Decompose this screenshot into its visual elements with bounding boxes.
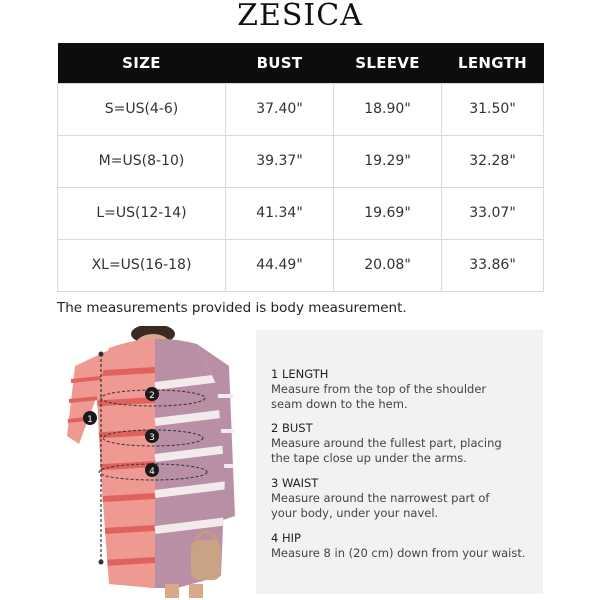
measurement-note: The measurements provided is body measurement.	[57, 300, 407, 316]
cell-sleeve: 19.29"	[334, 135, 442, 187]
header-sleeve: SLEEVE	[334, 43, 442, 83]
header-size: SIZE	[58, 43, 226, 83]
cell-length: 33.86"	[442, 239, 544, 291]
instruction-title: 3 WAIST	[271, 476, 319, 490]
instruction-bust	[271, 421, 536, 466]
size-chart-table	[57, 43, 544, 292]
header-bust: BUST	[226, 43, 334, 83]
instruction-title: 1 LENGTH	[271, 367, 329, 381]
cell-length: 33.07"	[442, 187, 544, 239]
cell-bust: 39.37"	[226, 135, 334, 187]
instruction-desc-line: the tape close up under the arms.	[271, 451, 467, 465]
cell-length: 32.28"	[442, 135, 544, 187]
model-figure-illustration	[57, 326, 247, 598]
instruction-waist	[271, 476, 536, 521]
instruction-title: 4 HIP	[271, 531, 301, 545]
marker-bust	[145, 387, 159, 401]
cell-size: L=US(12-14)	[58, 187, 226, 239]
instruction-desc-line: your body, under your navel.	[271, 506, 439, 520]
cell-length: 31.50"	[442, 83, 544, 135]
cell-bust: 41.34"	[226, 187, 334, 239]
instruction-desc-line: Measure from the top of the shoulder	[271, 382, 487, 396]
measurement-instructions-panel	[256, 330, 543, 594]
instruction-desc-line: seam down to the hem.	[271, 397, 408, 411]
marker-hip-label: 4	[149, 467, 155, 477]
marker-length	[83, 411, 97, 425]
marker-waist	[145, 429, 159, 443]
cell-size: S=US(4-6)	[58, 83, 226, 135]
instruction-hip	[271, 531, 536, 561]
cell-bust: 37.40"	[226, 83, 334, 135]
table-header-row	[58, 43, 544, 83]
table-row	[58, 239, 544, 291]
marker-waist-label: 3	[149, 433, 155, 443]
table-row	[58, 187, 544, 239]
cell-sleeve: 18.90"	[334, 83, 442, 135]
cell-sleeve: 20.08"	[334, 239, 442, 291]
instruction-desc-line: Measure around the narrowest part of	[271, 491, 490, 505]
header-length: LENGTH	[442, 43, 544, 83]
instruction-length	[271, 367, 536, 412]
cell-sleeve: 19.69"	[334, 187, 442, 239]
table-row	[58, 83, 544, 135]
marker-hip	[145, 463, 159, 477]
brand-logo: ZESICA	[237, 0, 363, 33]
instruction-desc-line: Measure 8 in (20 cm) down from your waist.	[271, 546, 526, 560]
marker-bust-label: 2	[149, 391, 155, 401]
instruction-desc-line: Measure around the fullest part, placing	[271, 436, 502, 450]
marker-length-label: 1	[87, 415, 93, 425]
cell-size: M=US(8-10)	[58, 135, 226, 187]
instruction-title: 2 BUST	[271, 421, 313, 435]
cell-bust: 44.49"	[226, 239, 334, 291]
table-row	[58, 135, 544, 187]
cell-size: XL=US(16-18)	[58, 239, 226, 291]
